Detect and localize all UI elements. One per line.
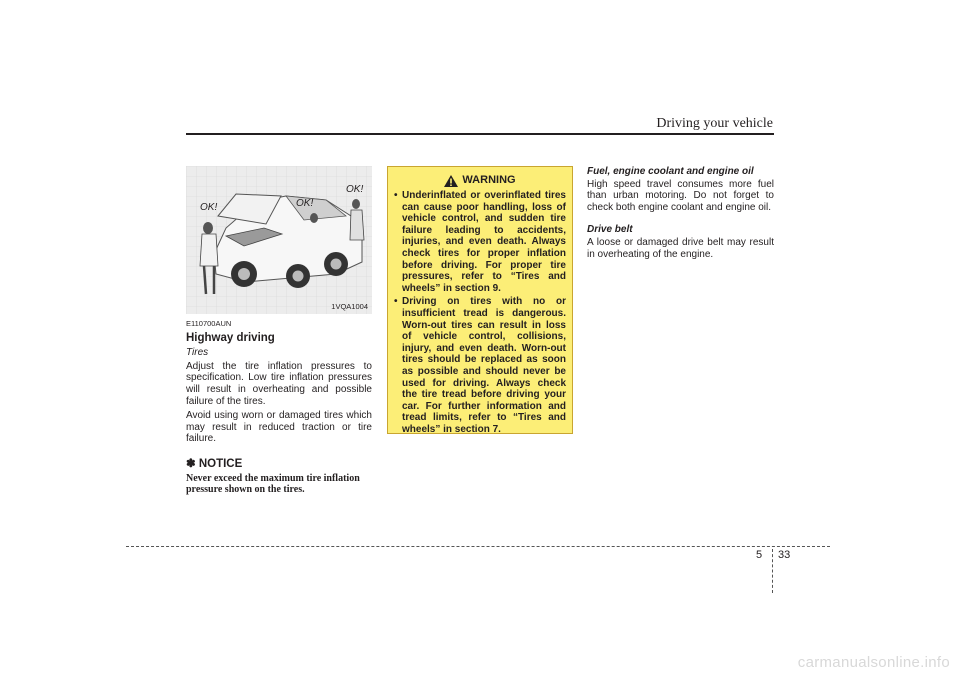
warning-title: WARNING xyxy=(462,174,516,187)
warning-heading xyxy=(394,175,566,187)
figure-code: 1VQA1004 xyxy=(331,302,368,311)
notice-text: Never exceed the maximum tire inflation pressure shown on the tires. xyxy=(186,472,360,495)
footer-rule xyxy=(126,546,830,547)
ok-label: OK! xyxy=(296,198,314,209)
tires-subhead: Tires xyxy=(186,347,209,359)
right-column xyxy=(587,166,774,271)
header-rule xyxy=(186,133,774,135)
page-separator xyxy=(772,549,774,593)
tires-paragraph: Adjust the tire inflation pressures to specification. Low tire inflation pressures will result in overheating and possible failure of the tires. xyxy=(186,360,372,407)
ok-label: OK! xyxy=(200,202,218,213)
header-title: Driving your vehicle xyxy=(656,116,773,131)
section-title: Highway driving xyxy=(186,331,275,344)
section-code: E110700AUN xyxy=(186,319,232,328)
fuel-subhead: Fuel, engine coolant and engine oil xyxy=(587,166,754,177)
tires-paragraph: Avoid using worn or damaged tires which may result in reduced traction or tire failure. xyxy=(186,410,372,445)
notice-heading: ✽ NOTICE xyxy=(186,457,243,470)
watermark: carmanualsonline.info xyxy=(797,654,950,671)
vehicle-illustration xyxy=(186,166,372,314)
warning-triangle-icon xyxy=(444,175,458,187)
fuel-paragraph: High speed travel consumes more fuel than urban motoring. Do not forget to check both engine coolant and engine oil. xyxy=(587,178,774,213)
warning-box xyxy=(387,166,573,434)
page-number xyxy=(756,549,790,593)
warning-item: • Underinflated or overinflated tires can cause poor handling, loss of vehicle control, and sudden tire failure leading to accidents, injuries, and even death. Always check tires for proper inflation before driving. For proper tire pressures, refer to “Tires and wheels” in section 9. xyxy=(394,190,566,294)
page-number-value: 33 xyxy=(778,549,791,561)
drive-belt-subhead: Drive belt xyxy=(587,224,633,236)
left-column xyxy=(186,318,372,495)
warning-item: • Driving on tires with no or insufficient tread is dangerous. Worn-out tires can result in loss of vehicle control, collisions, injury, and even death. Worn-out tires should be replaced as soon as possible and should never be used for driving. Always check the tire tread before driving your car. For further information and tread limits, refer to “Tires and wheels” in section 7. xyxy=(394,296,566,435)
ok-label: OK! xyxy=(346,184,364,195)
drive-belt-paragraph: A loose or damaged drive belt may result in overheating of the engine. xyxy=(587,236,774,260)
chapter-number: 5 xyxy=(756,549,763,561)
